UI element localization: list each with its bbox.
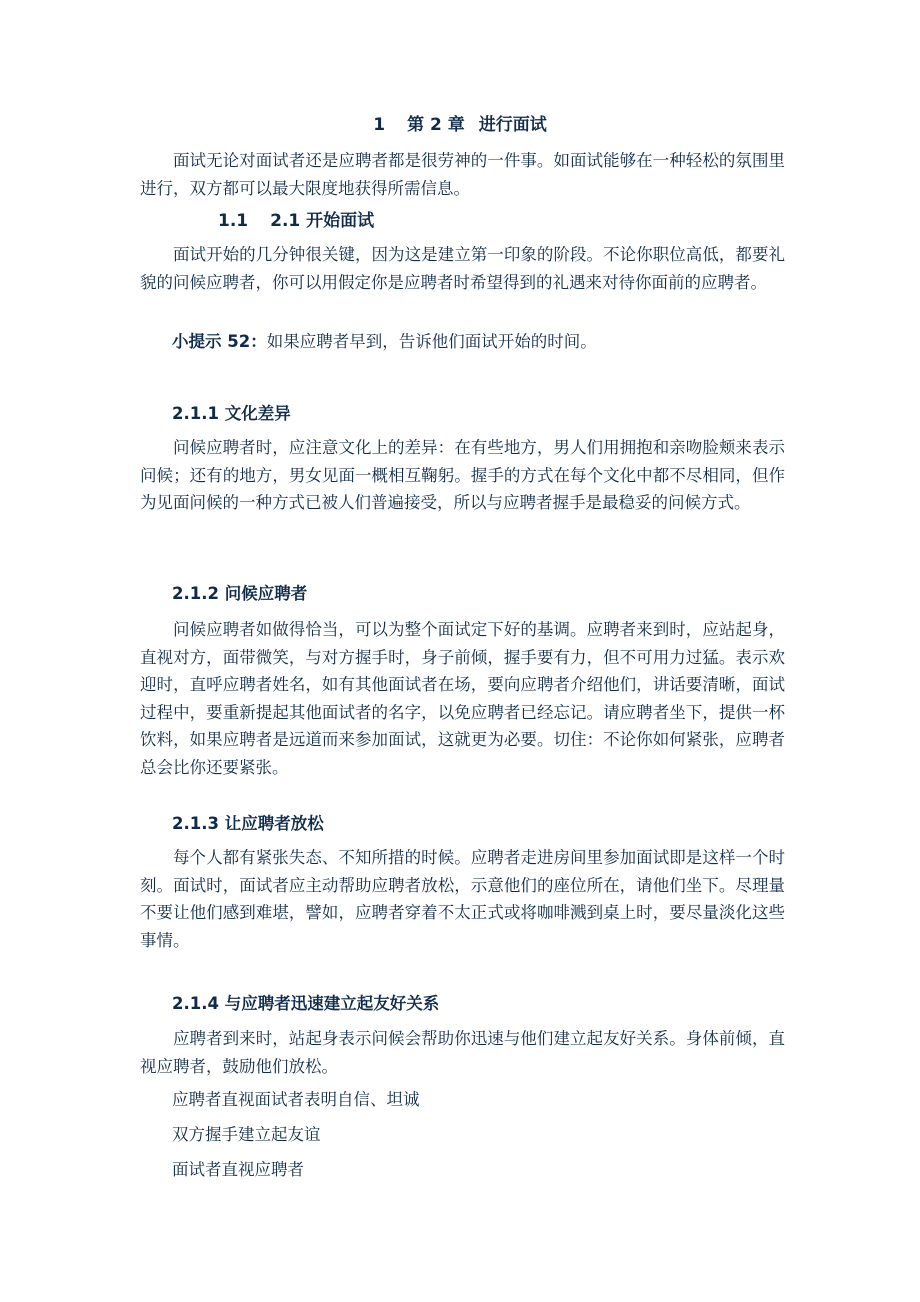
tip-text: 如果应聘者早到，告诉他们面试开始的时间。 (266, 332, 597, 351)
section-2-1-1-text: 问候应聘者时，应注意文化上的差异：在有些地方，男人们用拥抱和亲吻脸颊来表示问候；还有的地方，男女见面一概相互鞠躬。握手的方式在每个文化中都不尽相同，但作为见面问候的一种方式已被人们普遍接受，所以与应聘者握手是最稳妥的问候方式。 (140, 438, 785, 512)
section-2-1-2-paragraph (140, 616, 785, 781)
section-2-1-1-paragraph (140, 434, 785, 517)
chapter-number: 1 (373, 115, 386, 135)
section-2-1-4-text: 应聘者到来时，站起身表示问候会帮助你迅速与他们建立起友好关系。身体前倾，直视应聘者，鼓励他们放松。 (140, 1029, 785, 1076)
section-2-1-number: 1.1 (218, 211, 249, 231)
section-2-1-3-heading: 2.1.3 让应聘者放松 (172, 814, 324, 833)
section-2-1-3-text: 每个人都有紧张失态、不知所措的时候。应聘者走进房间里参加面试即是这样一个时刻。面试时，面试者应主动帮助应聘者放松，示意他们的座位所在，请他们坐下。尽理量不要让他们感到难堪，譬如，应聘者穿着不太正式或将咖啡溅到桌上时，要尽量淡化这些事情。 (140, 848, 785, 950)
section-2-1-4-paragraph (140, 1025, 785, 1080)
list-line-3: 面试者直视应聘者 (172, 1160, 304, 1179)
section-2-1-title: 2.1 开始面试 (270, 211, 375, 231)
tip-label: 小提示 52： (172, 332, 267, 351)
intro-text: 面试无论对面试者还是应聘者都是很劳神的一件事。如面试能够在一种轻松的氛围里进行，双方都可以最大限度地获得所需信息。 (140, 151, 785, 198)
section-2-1-2-text: 问候应聘者如做得恰当，可以为整个面试定下好的基调。应聘者来到时，应站起身，直视对方，面带微笑，与对方握手时，身子前倾，握手要有力，但不可用力过猛。表示欢迎时，直呼应聘者姓名，如有其他面试者在场，要向应聘者介绍他们，讲话要清晰，面试过程中，要重新提起其他面试者的名字，以免应聘者已经忘记。请应聘者坐下，提供一杯饮料，如果应聘者是远道而来参加面试，这就更为必要。切住：不论你如何紧张，应聘者总会比你还要紧张。 (140, 620, 785, 777)
list-line-1: 应聘者直视面试者表明自信、坦诚 (172, 1090, 420, 1109)
list-line-2: 双方握手建立起友谊 (172, 1125, 321, 1144)
intro-paragraph (140, 147, 785, 202)
section-2-1-3-paragraph (140, 844, 785, 954)
section-2-1-2-heading: 2.1.2 问候应聘者 (172, 584, 308, 603)
chapter-heading (0, 112, 920, 138)
chapter-subtitle: 进行面试 (478, 115, 547, 135)
tip-52 (172, 329, 597, 355)
section-2-1-1-heading: 2.1.1 文化差异 (172, 404, 291, 423)
section-2-1-paragraph (140, 241, 785, 296)
section-2-1-text: 面试开始的几分钟很关键，因为这是建立第一印象的阶段。不论你职位高低，都要礼貌的问候应聘者，你可以用假定你是应聘者时希望得到的礼遇来对待你面前的应聘者。 (140, 245, 785, 292)
section-2-1-heading (218, 208, 374, 234)
chapter-title: 第 2 章 (407, 115, 465, 135)
section-2-1-4-heading: 2.1.4 与应聘者迅速建立起友好关系 (172, 994, 440, 1013)
